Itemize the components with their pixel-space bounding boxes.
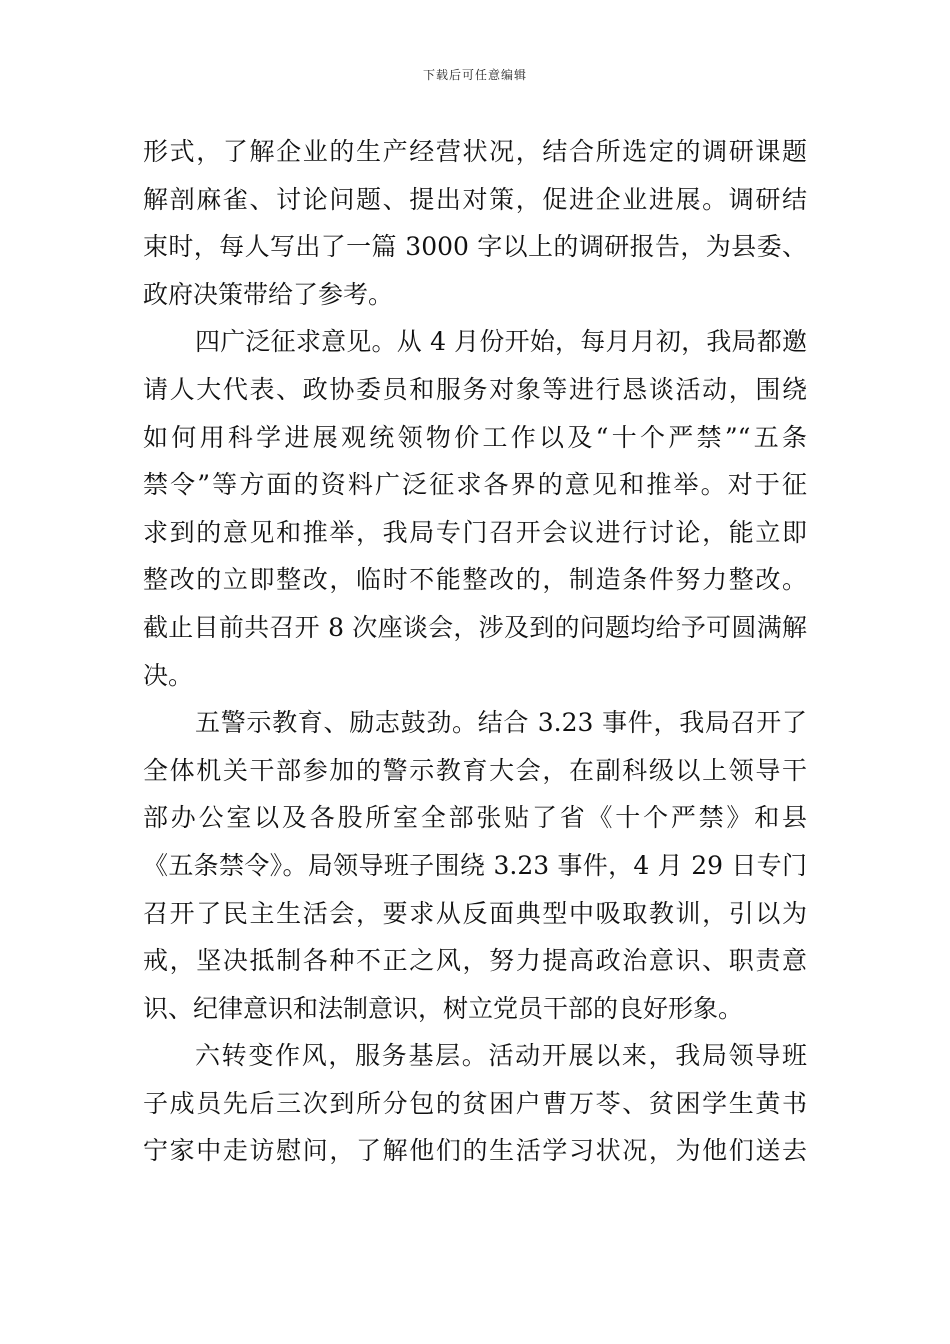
text-line: 四广泛征求意见。从 4 月份开始，每月月初，我局都邀	[195, 327, 807, 357]
paragraph-1	[143, 128, 807, 318]
text-line: 决。	[143, 660, 194, 690]
text-line: 请人大代表、政协委员和服务对象等进行恳谈活动，围绕	[143, 374, 807, 404]
text-line: 子成员先后三次到所分包的贫困户曹万苓、贫困学生黄书	[143, 1088, 807, 1118]
text-line: 禁令”等方面的资料广泛征求各界的意见和推举。对于征	[143, 470, 807, 500]
text-line: 戒，坚决抵制各种不正之风，努力提高政治意识、职责意	[143, 946, 807, 976]
text-line: 识、纪律意识和法制意识，树立党员干部的良好形象。	[143, 993, 744, 1023]
paragraph-3	[143, 699, 807, 1032]
text-line: 求到的意见和推举，我局专门召开会议进行讨论，能立即	[143, 517, 807, 547]
text-line: 部办公室以及各股所室全部张贴了省《十个严禁》和县	[143, 803, 807, 833]
paragraph-2	[143, 318, 807, 699]
document-body	[143, 128, 807, 1175]
paragraph-4	[143, 1032, 807, 1175]
text-line: 政府决策带给了参考。	[143, 279, 394, 309]
text-line: 如何用科学进展观统领物价工作以及“十个严禁”“五条	[143, 422, 807, 452]
text-line: 召开了民主生活会，要求从反面典型中吸取教训，引以为	[143, 898, 807, 928]
text-line: 束时，每人写出了一篇 3000 字以上的调研报告，为县委、	[143, 232, 807, 262]
text-line: 全体机关干部参加的警示教育大会，在副科级以上领导干	[143, 755, 807, 785]
text-line: 解剖麻雀、讨论问题、提出对策，促进企业进展。调研结	[143, 184, 807, 214]
text-line: 形式，了解企业的生产经营状况，结合所选定的调研课题	[143, 137, 807, 166]
text-line: 宁家中走访慰问，了解他们的生活学习状况，为他们送去	[143, 1136, 807, 1166]
text-line: 整改的立即整改，临时不能整改的，制造条件努力整改。	[143, 565, 807, 595]
page-header-note: 下载后可任意编辑	[422, 68, 527, 82]
text-line: 五警示教育、励志鼓劲。结合 3.23 事件，我局召开了	[195, 708, 807, 738]
text-line: 《五条禁令》。局领导班子围绕 3.23 事件，4 月 29 日专门	[143, 850, 807, 880]
text-line: 六转变作风，服务基层。活动开展以来，我局领导班	[195, 1041, 807, 1071]
text-line: 截止目前共召开 8 次座谈会，涉及到的问题均给予可圆满解	[143, 612, 807, 642]
